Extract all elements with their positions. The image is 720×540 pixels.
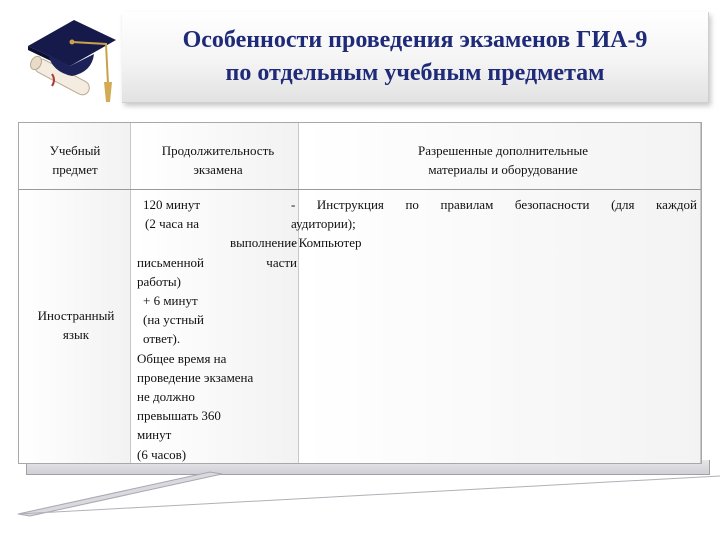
- cell-materials: - Инструкция по правилам безопасности (для каждой аудитории); - Компьютер: [291, 197, 697, 251]
- title-line-1: Особенности проведения экзаменов ГИА-9: [182, 27, 648, 53]
- slide-title-panel: [122, 12, 709, 103]
- title-line-2: по отдельным учебным предметам: [225, 60, 605, 86]
- graduation-cap-logo: [22, 14, 122, 106]
- header-divider: [19, 189, 701, 190]
- header-subject: Учебный предмет: [49, 143, 101, 177]
- exam-features-table: [18, 122, 702, 464]
- header-materials: Разрешенные дополнительные материалы и оборудование: [418, 143, 588, 177]
- footer-decoration: [0, 468, 720, 540]
- header-duration: Продолжительность экзамена: [161, 143, 275, 177]
- graduation-cap-and-diploma-icon: [22, 14, 122, 106]
- cell-duration: 120 минут (2 часа на выполнение письменной части работы) + 6 минут (на устный ответ). Общее время на проведение экзамена не должно превышать 360 минут (6 часов): [137, 197, 297, 462]
- slide-title: [183, 24, 648, 90]
- cell-subject: Иностранный язык: [37, 308, 115, 342]
